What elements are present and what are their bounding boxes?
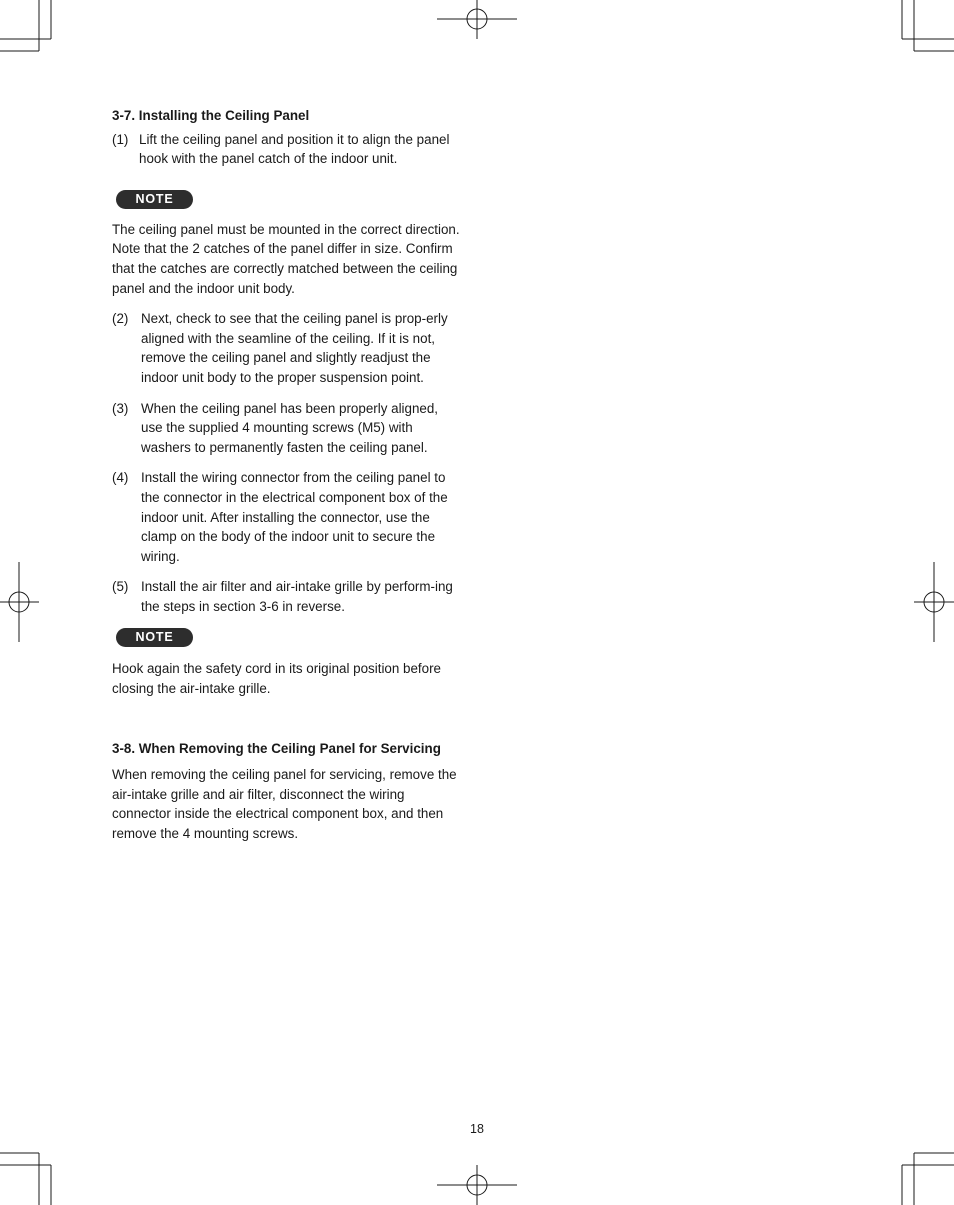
step-number: (4): [112, 470, 129, 486]
step-text: When the ceiling panel has been properly aligned, use the supplied 4 mounting screws (M5) with washers to permanently fasten the ceiling panel.: [141, 400, 439, 455]
registration-mark-bottom: [437, 1165, 517, 1205]
step-1: [112, 130, 460, 169]
registration-mark-top: [437, 0, 517, 39]
step-text: Install the wiring connector from the ceiling panel to the connector in the electrical component box of the indoor unit. After installing the connector, use the clamp on the body of the indoor unit to secure the wiring.: [141, 470, 448, 564]
section-heading-3-7: 3-7. Installing the Ceiling Panel: [112, 108, 310, 123]
registration-mark-left: [0, 562, 39, 642]
step-number: (3): [112, 400, 129, 416]
section-heading-3-8: 3-8. When Removing the Ceiling Panel for Servicing: [112, 740, 441, 756]
note-block-2: [112, 627, 460, 647]
step-5: [112, 577, 460, 616]
crop-mark-top-right: [902, 0, 954, 51]
note-text: Hook again the safety cord in its original position before closing the air-intake grille.: [112, 661, 442, 697]
crop-mark-top-left: [0, 0, 51, 51]
step-4: [112, 468, 460, 566]
registration-mark-right: [914, 562, 954, 642]
step-2: [112, 309, 460, 387]
crop-mark-bottom-left: [0, 1153, 51, 1205]
note-text: The ceiling panel must be mounted in the correct direction. Note that the 2 catches of the panel differ in size. Confirm that the catches are correctly matched between the ceiling panel and the indoor unit body.: [112, 221, 460, 296]
section-3-8-text: When removing the ceiling panel for servicing, remove the air-intake grille and air filter, disconnect the wiring connector inside the electrical component box, and then remove the 4 mounting screws.: [112, 767, 457, 842]
step-text: Lift the ceiling panel and position it to align the panel hook with the panel catch of the indoor unit.: [139, 131, 450, 167]
step-text: Next, check to see that the ceiling panel is prop-erly aligned with the seamline of the ceiling. If it is not, remove the ceiling panel and slightly readjust the indoor unit body to the proper suspension point.: [141, 311, 448, 385]
step-number: (1): [112, 131, 129, 147]
step-number: (5): [112, 579, 129, 595]
note-badge: NOTE: [116, 628, 193, 647]
content-column: [112, 106, 460, 844]
step-text: Install the air filter and air-intake grille by perform-ing the steps in section 3-6 in reverse.: [141, 579, 453, 614]
step-3: [112, 399, 460, 458]
page-number: 18: [470, 1122, 484, 1136]
note-block-1: [112, 189, 460, 209]
step-number: (2): [112, 311, 129, 327]
note-badge: NOTE: [116, 190, 193, 209]
crop-mark-bottom-right: [902, 1153, 954, 1205]
